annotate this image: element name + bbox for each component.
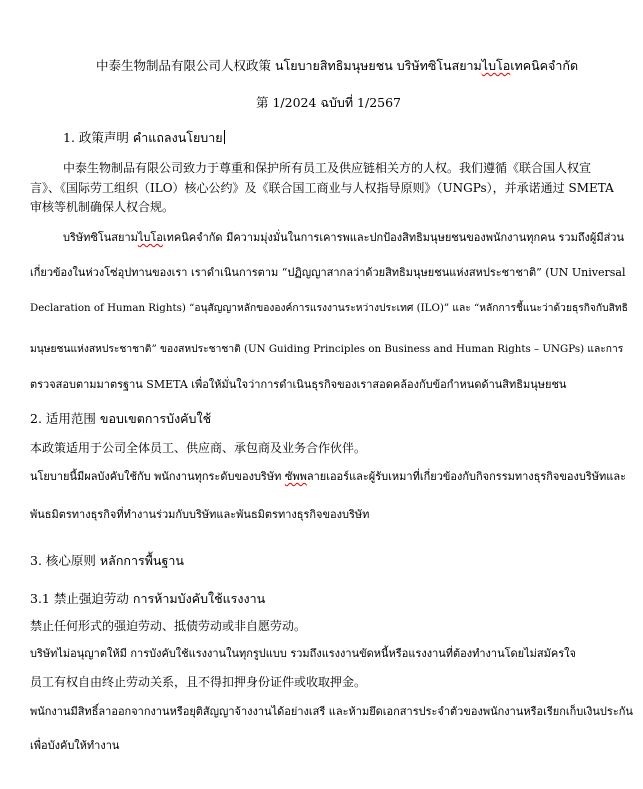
s1-zh-line-2: 言》、《国际劳工组织（ILO）核心公约》及《联合国工商业与人权指导原则》（UNGPs），并承诺通过 SMETA xyxy=(30,181,614,195)
section-title-th: ขอบเขตการบังคับใช้ xyxy=(99,411,212,426)
section-2-heading xyxy=(30,411,211,427)
title-th xyxy=(275,58,578,73)
s31-th-line-2: พนักงานมีสิทธิ์ลาออกจากงานหรือยุติสัญญาจ้างงานได้อย่างเสรี และห้ามยึดเอกสารประจำตัวของพนักงานหรือเรียกเก็บเงินประกัน xyxy=(30,705,633,718)
section-3-1-heading xyxy=(30,591,265,607)
text-cursor xyxy=(224,130,225,144)
issue-th: ฉบับที่ 1/2567 xyxy=(320,95,402,110)
s1-th-line-1 xyxy=(63,230,624,246)
section-1-heading xyxy=(63,130,225,146)
s2-th-line-2: พันธมิตรทางธุรกิจที่ทำงานร่วมกับบริษัทและพันธมิตรทางธุรกิจของบริษัท xyxy=(30,508,370,521)
document-title xyxy=(96,58,578,74)
title-th-text: นโยบายสิทธิมนุษยชน บริษัทซิโนสยาม xyxy=(275,58,482,73)
s1-th-line-3: Declaration of Human Rights) “อนุสัญญาหลักขององค์การแรงงานระหว่างประเทศ (ILO)” และ “หลักการชี้แนะว่าด้วยธุรกิจกับสิทธิ xyxy=(30,302,628,314)
section-title-zh: 政策声明 xyxy=(78,130,129,145)
s31-zh-line-1: 禁止任何形式的强迫劳动、抵债劳动或非自愿劳动。 xyxy=(30,619,307,633)
section-title-zh: 适用范围 xyxy=(45,411,96,426)
section-number: 3.1 xyxy=(30,591,50,606)
s1-th-line-1-start: บริษัทซิโนสยาม xyxy=(63,231,138,244)
s31-th-line-3: เพื่อบังคับให้ทำงาน xyxy=(30,739,120,752)
s31-th-line-1: บริษัทไม่อนุญาตให้มี การบังคับใช้แรงงานในทุกรูปแบบ รวมถึงแรงงานขัดหนี้หรือแรงงานที่ต้องทำงานโดยไม่สมัครใจ xyxy=(30,647,576,660)
s1-zh-line-3: 审核等机制确保人权合规。 xyxy=(30,200,175,214)
section-number: 3. xyxy=(30,553,42,568)
section-number: 1. xyxy=(63,130,75,145)
s2-th-line-1-end: ลายเออร์และผู้รับเหมาที่เกี่ยวข้องกับกิจกรรมทางธุรกิจของบริษัทและ xyxy=(306,470,627,483)
s2-th-spellcheck: ซัพพ xyxy=(284,470,307,483)
s1-th-line-2: เกี่ยวข้องในห่วงโซ่อุปทานของเรา เราดำเนินการตาม “ปฏิญญาสากลว่าด้วยสิทธิมนุษยชนแห่งสหประชาชาติ” (UN Universal xyxy=(30,266,626,279)
s31-zh-line-2: 员工有权自由终止劳动关系，且不得扣押身份证件或收取押金。 xyxy=(30,675,367,689)
title-zh: 中泰生物制品有限公司人权政策 xyxy=(96,58,272,73)
section-number: 2. xyxy=(30,411,42,426)
s1-zh-line-1: 中泰生物制品有限公司致力于尊重和保护所有员工及供应链相关方的人权。我们遵循《联合国人权宣 xyxy=(63,161,592,175)
s1-th-spellcheck: ไบโอ xyxy=(137,231,163,244)
s1-th-line-5: ตรวจสอบตามมาตรฐาน SMETA เพื่อให้มั่นใจว่าการดำเนินธุรกิจของเราสอดคล้องกับข้อกำหนดด้านสิทธิมนุษยชน xyxy=(30,378,567,391)
s1-th-line-1-end: เทคนิคจำกัด มีความมุ่งมั่นในการเคารพและปกป้องสิทธิมนุษยชนของพนักงานทุกคน รวมถึงผู้มีส่วน xyxy=(162,231,624,244)
issue-line xyxy=(256,95,401,111)
section-title-th: การห้ามบังคับใช้แรงงาน xyxy=(132,591,266,606)
s2-zh-line: 本政策适用于公司全体员工、供应商、承包商及业务合作伙伴。 xyxy=(30,441,367,455)
section-title-zh: 核心原则 xyxy=(45,553,96,568)
s2-th-line-1 xyxy=(30,469,626,485)
s1-th-line-4: มนุษยชนแห่งสหประชาชาติ” ของสหประชาชาติ (UN Guiding Principles on Business and Human Rights – UNGPs) และการ xyxy=(30,343,624,355)
section-title-zh: 禁止强迫劳动 xyxy=(53,591,129,606)
title-th-spellcheck: ไบโอ xyxy=(481,58,511,73)
issue-zh: 第 1/2024 xyxy=(256,95,317,110)
s2-th-line-1-start: นโยบายนี้มีผลบังคับใช้กับ พนักงานทุกระดับของบริษัท xyxy=(30,470,282,483)
section-title-th: หลักการพื้นฐาน xyxy=(99,553,184,568)
section-3-heading xyxy=(30,553,184,569)
title-th-text-end: เทคนิคจำกัด xyxy=(510,58,579,73)
section-title-th: คำแถลงนโยบาย xyxy=(132,130,223,145)
